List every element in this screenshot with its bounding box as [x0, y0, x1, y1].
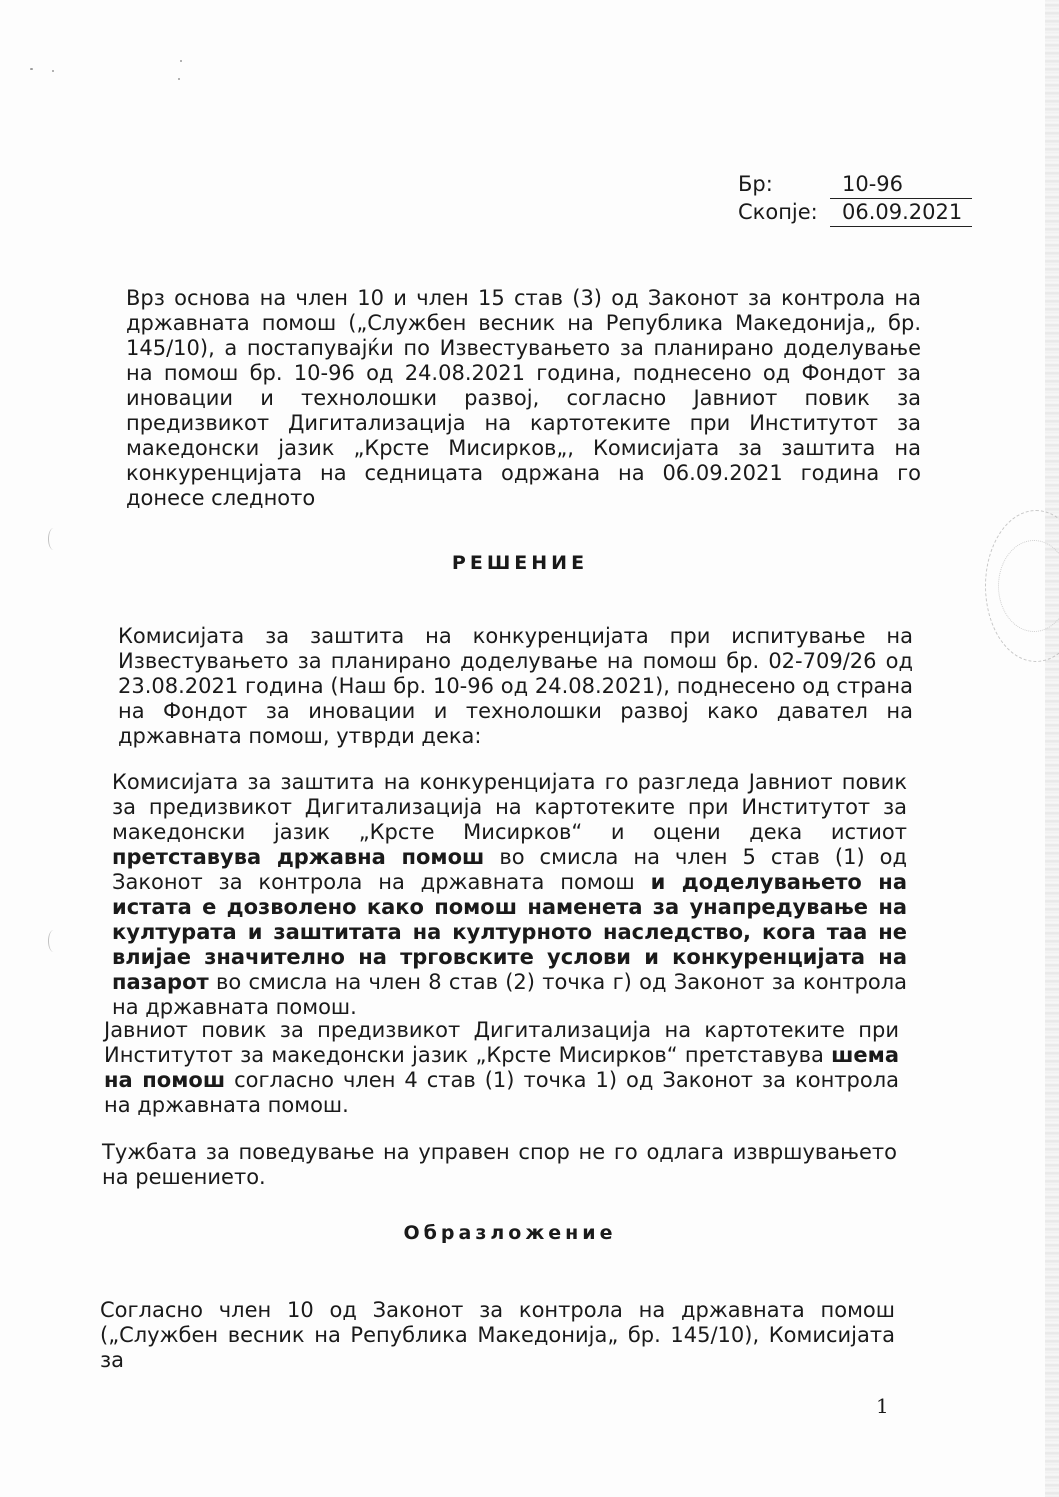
decision-heading: РЕШЕНИЕ [451, 552, 589, 574]
reference-date-row [738, 198, 972, 226]
reference-place-label: Скопје: [738, 200, 818, 224]
reasoning-paragraph-1: Согласно член 10 од Законот за контрола на државната помош („Службен весник на Република Македонија„ бр. 145/10), Комисијата за [100, 1298, 895, 1372]
scan-speck [178, 78, 180, 80]
decision-paragraph-1: Комисијата за заштита на конкуренцијата при испитување на Известувањето за планирано доделување на помош бр. 02-709/26 од 23.08.2021 година (Наш бр. 10-96 од 24.08.2021), поднесено од страна на Фондот за иновации и технолошки развој како давател на државната помош, утврди дека: [118, 624, 913, 748]
decision-p2-text-c: во смисла на член 5 став (1) од Законот за контрола на државната помош [112, 845, 908, 894]
reference-number-value: 10-96 [830, 170, 972, 199]
reference-number-row [738, 170, 972, 198]
scan-edge [1045, 0, 1059, 1497]
decision-paragraph-4: Тужбата за поведување на управен спор не го одлага извршувањето на решението. [102, 1140, 897, 1189]
scan-speck [30, 68, 33, 70]
decision-p3-text-a: Јавниот повик за предизвикот Дигитализација на картотеките при Институтот за македонски јазик „Крсте Мисирков“ претставува [104, 1018, 899, 1067]
scan-speck [52, 70, 54, 72]
reference-number-label: Бр: [738, 172, 773, 196]
preamble-paragraph: Врз основа на член 10 и член 15 став (3) од Законот за контрола на државната помош („Службен весник на Република Македонија„ бр. 145/10), а постапувајќи по Известувањето за планирано доделување на помош бр. 10-96 од 24.08.2021 година, поднесено од Фондот за иновации и технолошки развој, согласно Јавниот повик за предизвикот Дигитализација на картотеките при Институтот за македонски јазик „Крсте Мисирков„, Комисијата за заштита на конкуренцијата на седницата одржана на 06.09.2021 година го донесе следното [126, 286, 921, 510]
decision-p3-text-c: согласно член 4 став (1) точка 1) од Законот за контрола на државната помош. [104, 1068, 899, 1117]
page-number: 1 [876, 1394, 889, 1418]
decision-p2-bold-1: претставува државна помош [112, 845, 485, 869]
decision-paragraph-2 [112, 770, 907, 1020]
scan-speck [180, 60, 182, 62]
decision-p2-text-a: Комисијата за заштита на конкуренцијата го разгледа Јавниот повик за предизвикот Дигитализација на картотеките при Институтот за македонски јазик „Крсте Мисирков“ и оцени дека истиот [112, 770, 907, 844]
scan-mark [48, 930, 59, 952]
scan-mark [48, 528, 59, 550]
reasoning-heading: Образложение [403, 1222, 617, 1244]
reference-block [738, 170, 972, 226]
decision-p3-bold: шема на помош [104, 1043, 899, 1092]
reference-date-value: 06.09.2021 [830, 198, 972, 227]
decision-paragraph-3 [104, 1018, 899, 1118]
decision-p2-text-d: во смисла на член 8 став (2) точка г) од Законот за контрола на државната помош. [112, 970, 907, 1019]
decision-p2-bold-2: и доделувањето на истата е дозволено како помош наменета за унапредување на културата и заштитата на културното наследство, кога таа не влијае значително на трговските услови и конкуренцијата на пазарот [112, 870, 907, 994]
